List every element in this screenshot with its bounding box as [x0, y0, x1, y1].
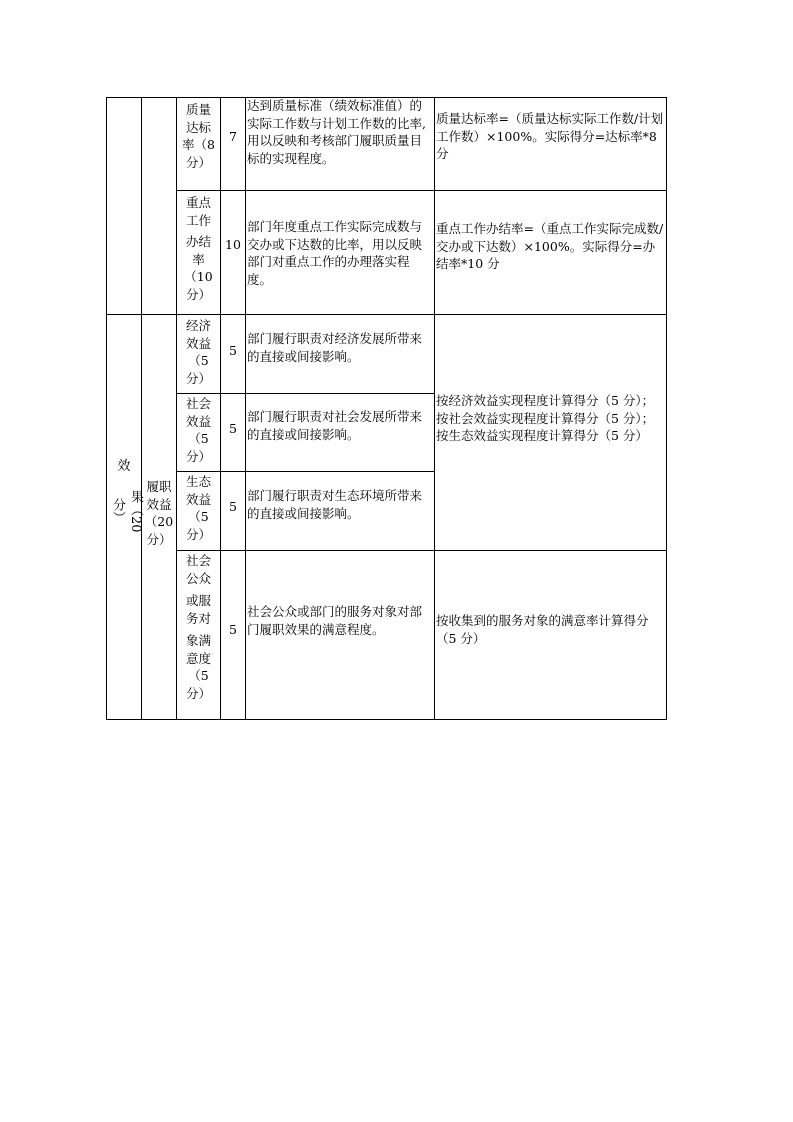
table-rule: [106, 719, 667, 720]
score-cell: 5: [229, 421, 237, 436]
description-cell: 达到质量标准（绩效标准值）的实际工作数与计划工作数的比率,用以反映和考核部门履职质量目标的实现程度。: [247, 98, 426, 166]
indicator-name-cell: [178, 101, 219, 171]
indicator-name-line: 公众: [185, 570, 211, 586]
indicator-name-line: 生态: [185, 474, 211, 489]
dimension-label-line2: 果（20 分）: [110, 489, 143, 533]
description-cell: 部门履行职责对经济发展所带来的直接或间接影响。: [247, 331, 423, 364]
indicator-name-line: 分）: [185, 154, 211, 170]
indicator-name-line: 社会: [185, 396, 211, 411]
indicator-name-line: 或服: [185, 593, 211, 608]
indicator-name-line: 分）: [185, 286, 211, 302]
indicator-name-line: 达标: [185, 119, 211, 135]
indicator-name-line: 经济: [185, 318, 211, 333]
subcategory-cell: [142, 478, 176, 548]
indicator-name-cell: [178, 473, 219, 543]
table-rule: [666, 97, 667, 720]
indicator-name-line: 效益: [185, 413, 211, 429]
score-cell: 5: [229, 499, 237, 514]
indicator-name-line: （5: [188, 431, 209, 446]
indicator-name-line: 工作: [185, 212, 211, 228]
dimension-label-line1: 效: [117, 459, 131, 474]
subcategory-label-line1: 履职: [146, 479, 172, 494]
description-cell: 部门年度重点工作实际完成数与交办或下达数的比率，用以反映部门对重点工作的办理落实程度。: [247, 219, 423, 287]
indicator-name-line: （10: [184, 269, 213, 284]
indicator-name-line: 办结: [185, 234, 211, 249]
indicator-name-line: 分）: [185, 685, 211, 701]
scoring-rule-cell: 按收集到的服务对象的满意率计算得分（5 分）: [436, 613, 649, 646]
table-rule: [176, 550, 667, 551]
table-rule: [245, 97, 246, 720]
indicator-name-cell: [178, 317, 219, 387]
indicator-name-line: （5: [188, 353, 209, 368]
description-cell: 部门履行职责对生态环境所带来的直接或间接影响。: [247, 488, 423, 521]
indicator-name-line: 分）: [185, 526, 211, 542]
indicator-name-cell: [178, 194, 219, 303]
indicator-name-line: 务对: [185, 610, 211, 626]
subcategory-label-line2: 效益（20: [144, 496, 174, 529]
scoring-rule-cell: 按经济效益实现程度计算得分（5 分）；按社会效益实现程度计算得分（5 分）；按生态效益实现程度计算得分（5 分）: [436, 393, 655, 443]
score-cell: 7: [229, 129, 237, 144]
scoring-rule-cell: 重点工作办结率=（重点工作实际完成数/交办或下达数）×100%。实际得分=办结率*10 分: [436, 221, 664, 271]
indicator-name-line: 重点: [185, 195, 211, 210]
indicator-name-line: 率: [192, 251, 205, 267]
score-cell: 5: [229, 343, 237, 358]
subcategory-label-line3: 分）: [146, 531, 172, 547]
indicator-name-line: 社会: [185, 553, 211, 568]
table-rule: [434, 97, 435, 720]
indicator-name-line: 效益: [185, 491, 211, 507]
table-rule: [176, 471, 434, 472]
description-cell: 部门履行职责对社会发展所带来的直接或间接影响。: [247, 409, 423, 442]
table-rule: [106, 97, 107, 720]
table-rule: [141, 97, 142, 720]
indicator-name-line: 象满: [185, 633, 211, 648]
indicator-name-line: （5: [188, 509, 209, 524]
indicator-name-line: 分）: [185, 370, 211, 386]
indicator-name-line: 率（8: [182, 137, 215, 152]
indicator-name-line: （5: [188, 668, 209, 683]
indicator-name-line: 分）: [185, 448, 211, 464]
table-rule: [176, 190, 667, 191]
score-cell: 10: [225, 237, 241, 252]
dimension-cell: [108, 458, 143, 542]
indicator-name-cell: [178, 395, 219, 465]
table-rule: [176, 393, 434, 394]
table-rule: [106, 314, 667, 315]
score-cell: 5: [229, 622, 237, 637]
scoring-rule-cell: 质量达标率=（质量达标实际工作数/计划工作数）×100%。实际得分=达标率*8 分: [436, 111, 664, 161]
indicator-name-line: 质量: [185, 102, 211, 117]
indicator-name-line: 效益: [185, 335, 211, 351]
indicator-name-line: 意度: [185, 650, 211, 666]
table-rule: [176, 97, 177, 720]
indicator-name-cell: [178, 552, 219, 702]
description-cell: 社会公众或部门的服务对象对部门履职效果的满意程度。: [247, 604, 423, 637]
